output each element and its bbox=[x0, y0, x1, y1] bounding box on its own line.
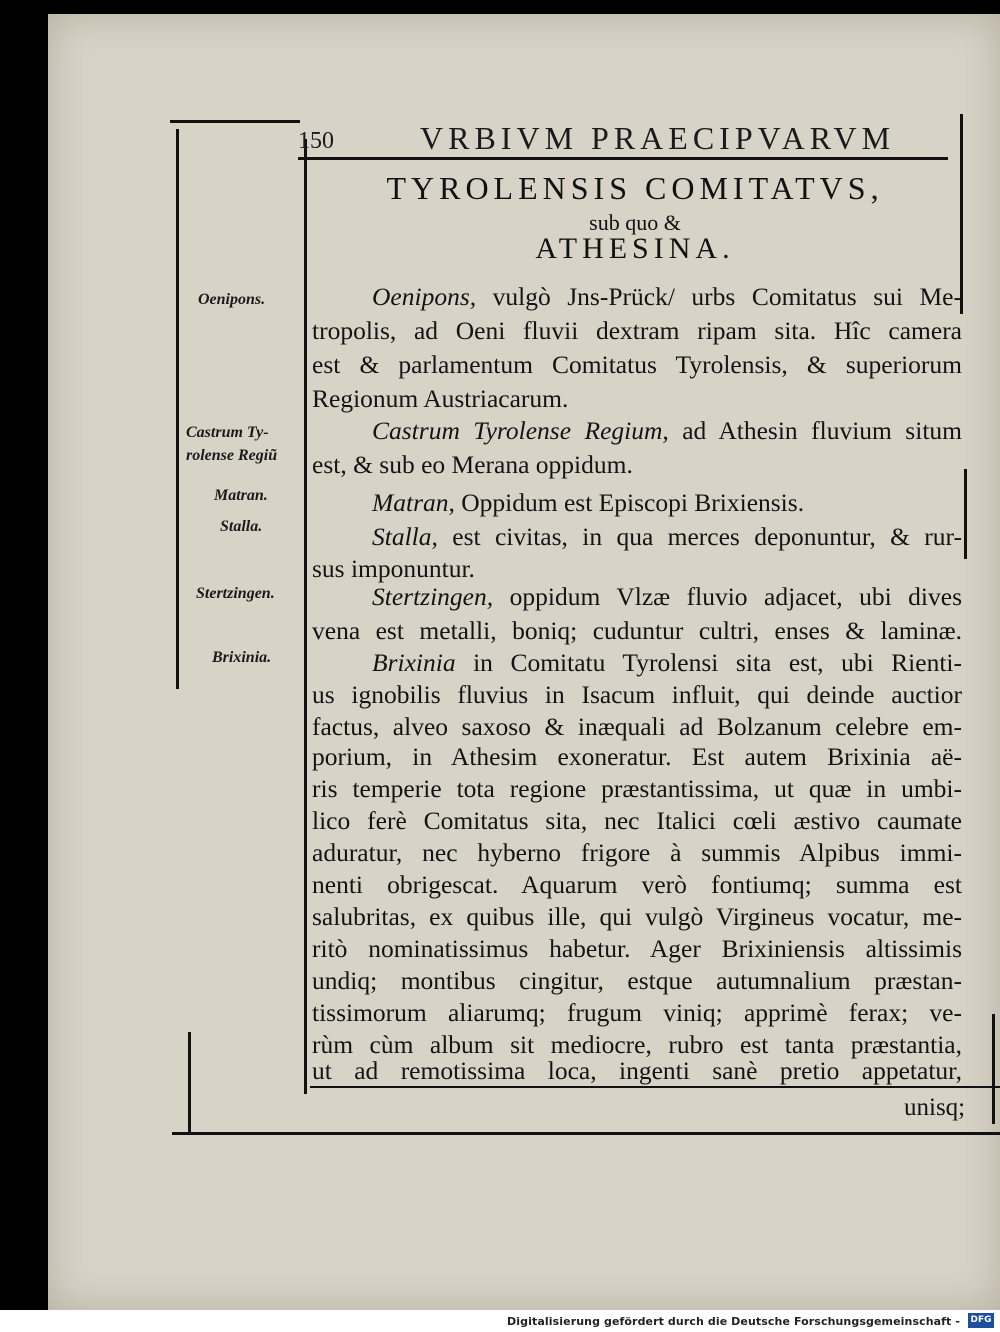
text-emphasis: Castrum Tyrolense Regium, bbox=[372, 416, 669, 445]
top-short-rule bbox=[170, 120, 300, 123]
text-emphasis: Stertzingen, bbox=[372, 582, 494, 611]
text-line bbox=[312, 900, 962, 934]
catchword: unisq; bbox=[904, 1094, 966, 1121]
text-line-body: oppidum Vlzæ fluvio adjacet, ubi dives bbox=[493, 582, 962, 611]
text-line-body: lico ferè Comitatus sita, nec Italici cœli æstivo caumate bbox=[312, 806, 962, 835]
text-line-body: tropolis, ad Oeni fluvii dextram ripam sita. Hîc camera bbox=[312, 316, 962, 345]
text-line-body: vulgò Jns-Prück/ urbs Comitatus sui Me- bbox=[476, 282, 962, 311]
text-line bbox=[312, 804, 962, 838]
text-line-body: us ignobilis fluvius in Isacum influit, qui deinde auctior bbox=[312, 680, 962, 709]
dfg-logo[interactable]: DFG bbox=[968, 1313, 994, 1328]
page-number: 150 bbox=[298, 128, 334, 154]
text-line-body: nenti obrigescat. Aquarum verò fontiumq; summa est bbox=[312, 870, 962, 899]
text-line-body: undiq; montibus cingitur, estque autumnalium præstan- bbox=[312, 966, 962, 995]
text-line bbox=[312, 314, 962, 348]
section-title: TYROLENSIS COMITATVS, bbox=[386, 170, 884, 206]
text-line-body: ris temperie tota regione præstantissima, ut quæ in umbi- bbox=[312, 774, 962, 803]
running-title: VRBIVM PRAECIPVARVM bbox=[420, 120, 896, 156]
text-line bbox=[312, 740, 962, 774]
text-line-body: ritò nominatissimus habetur. Ager Brixiniensis altissimis bbox=[312, 934, 962, 963]
text-line bbox=[312, 678, 962, 712]
margin-note-stertzingen: Stertzingen. bbox=[196, 585, 275, 602]
text-line bbox=[312, 932, 962, 966]
text-line-body: rùm cùm album sit mediocre, rubro est tanta præstantia, bbox=[312, 1030, 962, 1059]
text-line bbox=[312, 348, 962, 382]
text-line bbox=[312, 646, 962, 680]
text-line bbox=[312, 996, 962, 1030]
text-emphasis: Brixinia bbox=[372, 648, 456, 677]
text-line bbox=[312, 710, 962, 744]
section-title-2: ATHESINA. bbox=[535, 232, 735, 265]
text-line-body: ut ad remotissima loca, ingenti sanè pretio appetatur, bbox=[312, 1056, 962, 1085]
text-line-body: sus imponuntur. bbox=[312, 554, 475, 583]
text-emphasis: Matran, bbox=[372, 488, 455, 517]
margin-note-stalla: Stalla. bbox=[220, 518, 263, 535]
text-line-body: ad Athesin fluvium situm bbox=[668, 416, 962, 445]
footer-credit: Digitalisierung gefördert durch die Deutsche Forschungsgemeinschaft - bbox=[507, 1315, 960, 1328]
text-line bbox=[312, 280, 962, 314]
text-line bbox=[312, 486, 962, 520]
text-line-body: est & parlamentum Comitatus Tyrolensis, & superiorum bbox=[312, 350, 962, 379]
text-line-body: est, & sub eo Merana oppidum. bbox=[312, 450, 633, 479]
text-line bbox=[312, 382, 962, 416]
text-line bbox=[312, 964, 962, 998]
text-line-body: Oppidum est Episcopi Brixiensis. bbox=[454, 488, 805, 517]
text-line bbox=[312, 772, 962, 806]
right-frame-line-low bbox=[992, 1014, 995, 1124]
text-line-body: vena est metalli, boniq; cuduntur cultri, enses & laminæ. bbox=[312, 616, 962, 645]
margin-note-castrum-2: rolense Regiũ bbox=[186, 447, 278, 464]
margin-note-matran: Matran. bbox=[214, 487, 268, 504]
text-line bbox=[312, 520, 962, 554]
text-line-body: aduratur, nec hyberno frigore à summis Alpibus immi- bbox=[312, 838, 962, 867]
text-line bbox=[312, 868, 962, 902]
margin-note-brixinia: Brixinia. bbox=[212, 649, 272, 666]
text-line-body: est civitas, in qua merces deponuntur, & rur- bbox=[437, 522, 962, 551]
text-line-body: Regionum Austriacarum. bbox=[312, 384, 569, 413]
book-page bbox=[48, 14, 1000, 1310]
text-line-body: tissimorum aliarumq; frugum viniq; apprimè ferax; ve- bbox=[312, 998, 962, 1027]
text-line bbox=[312, 414, 962, 448]
text-line-body: porium, in Athesim exoneratur. Est autem Brixinia aë- bbox=[312, 742, 962, 771]
text-line-body: salubritas, ex quibus ille, qui vulgò Virgineus vocatur, me- bbox=[312, 902, 962, 931]
text-line bbox=[312, 580, 962, 614]
digitization-footer bbox=[0, 1310, 1000, 1332]
text-line-body: in Comitatu Tyrolensi sita est, ubi Rienti- bbox=[455, 648, 962, 677]
text-emphasis: Stalla, bbox=[372, 522, 438, 551]
margin-note-castrum-1: Castrum Ty- bbox=[186, 424, 269, 441]
margin-note-oenipons: Oenipons. bbox=[198, 291, 266, 308]
section-subtitle: sub quo & bbox=[589, 210, 681, 235]
left-frame-line bbox=[176, 129, 179, 689]
text-line bbox=[312, 1054, 962, 1088]
text-line bbox=[312, 448, 962, 482]
text-line bbox=[312, 836, 962, 870]
right-frame-line-mid bbox=[964, 469, 967, 559]
left-frame-line-lower bbox=[188, 1032, 191, 1132]
header-rule bbox=[298, 157, 948, 160]
margin-divider bbox=[304, 139, 307, 1094]
text-emphasis: Oenipons, bbox=[372, 282, 477, 311]
bottom-rule bbox=[172, 1132, 1000, 1135]
text-line-body: factus, alveo saxoso & inæquali ad Bolzanum celebre em- bbox=[312, 712, 962, 741]
text-line bbox=[312, 614, 962, 648]
